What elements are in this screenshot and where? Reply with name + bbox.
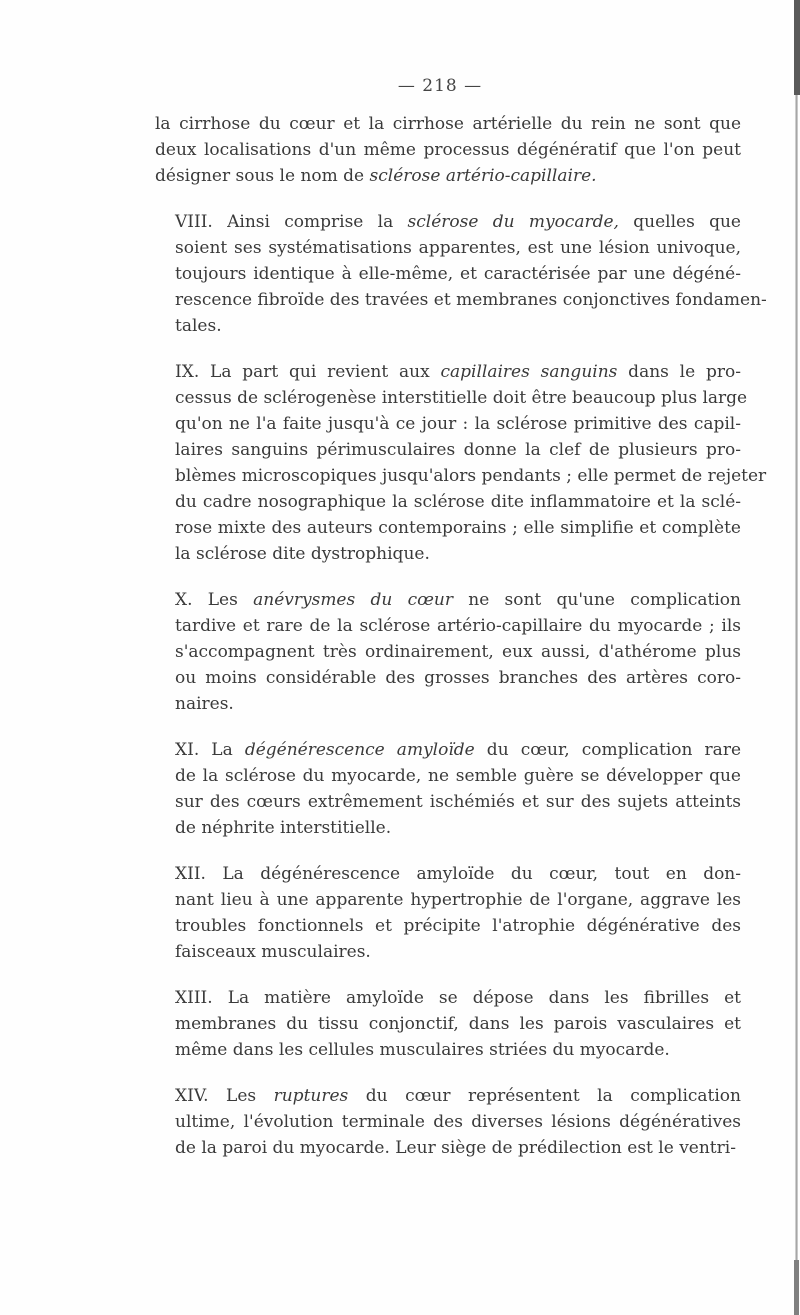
text-line	[155, 613, 741, 639]
text-run: IX. La part qui revient aux	[175, 362, 441, 382]
text-run: rescence fibroïde des travées et membranes conjonctives fondamen-	[175, 290, 767, 310]
text-line	[155, 411, 741, 437]
text-run: la cirrhose du cœur et la cirrhose artérielle du rein ne sont que	[155, 114, 741, 134]
text-line	[155, 789, 741, 815]
text-run: membranes du tissu conjonctif, dans les parois vasculaires et	[175, 1014, 741, 1034]
text-run: troubles fonctionnels et précipite l'atrophie dégénérative des	[175, 916, 741, 936]
page-edge-mark-bottom	[794, 1260, 799, 1315]
text-run: soient ses systématisations apparentes, est une lésion univoque,	[175, 238, 741, 258]
paragraph-p-x	[155, 587, 741, 717]
text-run: cessus de sclérogenèse interstitielle doit être beaucoup plus large	[175, 388, 748, 408]
text-run: de néphrite interstitielle.	[175, 818, 392, 838]
text-run: blèmes microscopiques jusqu'alors pendants ; elle permet de rejeter	[175, 466, 767, 486]
italic-term: capillaires sanguins	[440, 362, 618, 382]
text-line	[155, 587, 741, 613]
text-line	[155, 163, 741, 189]
text-run: qu'on ne l'a faite jusqu'à ce jour : la sclérose primitive des capil-	[175, 414, 741, 434]
text-run: du cadre nosographique la sclérose dite inflammatoire et la sclé-	[175, 492, 741, 512]
text-line	[155, 763, 741, 789]
text-run: nant lieu à une apparente hypertrophie de l'organe, aggrave les	[175, 890, 741, 910]
paragraph-p-xii	[155, 861, 741, 965]
text-line	[155, 209, 741, 235]
text-line	[155, 939, 741, 965]
text-line	[155, 137, 741, 163]
paragraph-p-xiv	[155, 1083, 741, 1161]
text-line	[155, 861, 741, 887]
italic-term: anévrysmes du cœur	[253, 590, 453, 610]
text-run: désigner sous le nom de	[155, 166, 370, 186]
text-run: ou moins considérable des grosses branches des artères coro-	[175, 668, 741, 688]
text-line	[155, 111, 741, 137]
text-run: ne sont qu'une complication	[452, 590, 741, 610]
text-run: XI. La	[175, 740, 245, 760]
text-line	[155, 541, 741, 567]
text-run: du cœur, complication rare	[474, 740, 742, 760]
body-text	[155, 111, 767, 1181]
text-line	[155, 1109, 741, 1135]
text-line	[155, 515, 741, 541]
text-line	[155, 737, 741, 763]
text-line	[155, 639, 741, 665]
text-run: sur des cœurs extrêmement ischémiés et sur des sujets atteints	[175, 792, 741, 812]
text-run: XIII. La matière amyloïde se dépose dans les fibrilles et	[175, 988, 741, 1008]
text-run: tardive et rare de la sclérose artério-capillaire du myocarde ; ils	[175, 616, 741, 636]
italic-term: ruptures	[273, 1086, 349, 1106]
text-line	[155, 985, 741, 1011]
text-run: toujours identique à elle-même, et caractérisée par une dégéné-	[175, 264, 741, 284]
paragraph-p-intro	[155, 111, 741, 189]
text-run: naires.	[175, 694, 234, 714]
page-edge	[795, 0, 798, 1315]
text-run: laires sanguins périmusculaires donne la clef de plusieurs pro-	[175, 440, 741, 460]
text-line	[155, 665, 741, 691]
text-run: XIV. Les	[175, 1086, 274, 1106]
text-run: s'accompagnent très ordinairement, eux aussi, d'athérome plus	[175, 642, 741, 662]
italic-term: dégénérescence amyloïde	[244, 740, 475, 760]
text-run: deux localisations d'un même processus dégénératif que l'on peut	[155, 140, 741, 160]
text-line	[155, 489, 741, 515]
text-run: X. Les	[175, 590, 254, 610]
text-run: la sclérose dite dystrophique.	[175, 544, 430, 564]
paragraph-p-xiii	[155, 985, 741, 1063]
text-run: VIII. Ainsi comprise la	[175, 212, 408, 232]
text-run: de la sclérose du myocarde, ne semble guère se développer que	[175, 766, 741, 786]
text-run: faisceaux musculaires.	[175, 942, 371, 962]
text-line	[155, 1037, 741, 1063]
text-run: quelles que	[618, 212, 741, 232]
paragraph-p-xi	[155, 737, 741, 841]
text-run: tales.	[175, 316, 222, 336]
text-run: du cœur représentent la complication	[348, 1086, 741, 1106]
text-run: XII. La dégénérescence amyloïde du cœur, tout en don-	[175, 864, 741, 884]
text-line	[155, 691, 741, 717]
text-line	[155, 359, 741, 385]
italic-term: sclérose artério-capillaire.	[369, 166, 597, 186]
text-run: dans le pro-	[617, 362, 741, 382]
paragraph-p-ix	[155, 359, 767, 567]
italic-term: sclérose du myocarde,	[407, 212, 619, 232]
text-line	[155, 385, 748, 411]
text-line	[155, 437, 741, 463]
text-run: de la paroi du myocarde. Leur siège de prédilection est le ventri-	[175, 1138, 736, 1158]
text-run: même dans les cellules musculaires striées du myocarde.	[175, 1040, 670, 1060]
text-line	[155, 287, 767, 313]
text-line	[155, 235, 741, 261]
text-line	[155, 1083, 741, 1109]
text-line	[155, 463, 767, 489]
text-line	[155, 913, 741, 939]
text-run: rose mixte des auteurs contemporains ; elle simplifie et complète	[175, 518, 741, 538]
text-line	[155, 887, 741, 913]
text-run: ultime, l'évolution terminale des diverses lésions dégénératives	[175, 1112, 741, 1132]
text-line	[155, 815, 741, 841]
text-line	[155, 261, 741, 287]
text-line	[155, 313, 741, 339]
text-line	[155, 1011, 741, 1037]
paragraph-p-viii	[155, 209, 767, 339]
page-number: — 218 —	[397, 76, 483, 96]
text-line	[155, 1135, 741, 1161]
